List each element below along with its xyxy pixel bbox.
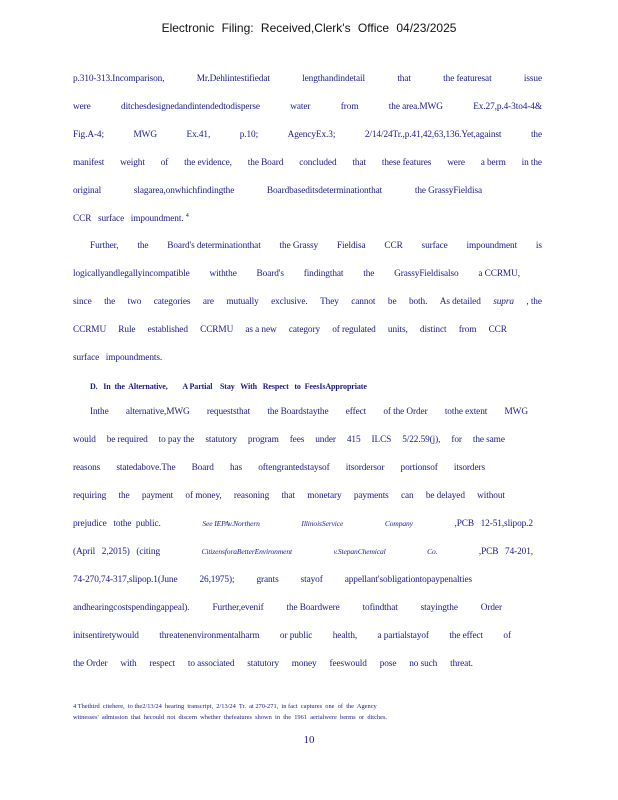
text-run: p.310-313.Incomparison, <box>73 74 165 84</box>
text-run: Rule <box>118 325 136 335</box>
text-run: or public <box>279 631 313 641</box>
text-run: mutually <box>226 297 259 307</box>
text-run: established <box>147 325 188 335</box>
text-run: concluded <box>299 158 337 168</box>
text-run: lengthandindetail <box>302 74 366 84</box>
body-line <box>73 130 542 140</box>
text-run: the featuresat <box>443 74 492 84</box>
text-run: slagarea,onwhichfindingthe <box>133 186 235 196</box>
text-run: in the <box>521 158 542 168</box>
text-run: were <box>447 158 465 168</box>
text-run: grants <box>256 575 279 585</box>
text-run: pose <box>379 659 397 669</box>
text-run: manifest <box>73 158 105 168</box>
text-run: of money, <box>185 491 222 501</box>
text-run: can <box>400 491 414 501</box>
text-run: the evidence, <box>184 158 232 168</box>
text-run: appellant'sobligationtopaypenalties <box>344 575 472 585</box>
text-run: Order <box>480 603 502 613</box>
text-run: statedabove.The <box>116 463 176 473</box>
text-run: from <box>340 102 359 112</box>
text-run: the Board <box>247 158 284 168</box>
text-run: threatenenvironmentalharm <box>159 631 260 641</box>
text-run: a CCRMU, <box>478 269 520 279</box>
body-line <box>73 158 542 168</box>
text-run: ,PCB 12-51,slipop.2 <box>454 519 533 529</box>
body-line <box>73 213 189 224</box>
text-run: supra <box>493 297 514 307</box>
text-run: Fieldisa <box>336 241 366 251</box>
text-run: no such <box>409 659 438 669</box>
body-line <box>73 435 505 445</box>
text-run: They <box>320 297 339 307</box>
filing-header: Electronic Filing: Received,Clerk's Office 04/23/2025 <box>161 21 457 35</box>
text-run: stayingthe <box>420 603 458 613</box>
text-run: a berm <box>480 158 506 168</box>
text-run: tothe extent <box>444 407 488 417</box>
body-line <box>73 575 472 585</box>
text-run: of the Order <box>383 407 428 417</box>
body-line <box>73 659 473 669</box>
footnote-line: witnesses' admission that hecould not discern whether thefeatures shown in the 1961 aerialwere berms or ditches. <box>73 714 388 721</box>
text-run: prejudice tothe public. <box>73 519 161 529</box>
text-run: (April 2,2015) (citing <box>73 547 160 557</box>
body-line <box>73 519 533 529</box>
text-run: Mr.Dehlintestifiedat <box>196 74 270 84</box>
text-run: tofindthat <box>362 603 398 613</box>
body-line <box>90 407 528 417</box>
text-run: be <box>387 297 397 307</box>
body-line: surface impoundments. <box>73 353 163 363</box>
body-line <box>73 547 533 557</box>
text-run: surface <box>421 241 448 251</box>
body-line <box>73 74 542 84</box>
text-run: requiring <box>73 491 107 501</box>
text-run: units, <box>387 325 408 335</box>
text-run: ILCS <box>371 435 392 445</box>
text-run: that <box>397 74 411 84</box>
text-run: findingthat <box>303 269 344 279</box>
text-run: categories <box>153 297 191 307</box>
text-run: CitizensforaBetterEnvironment <box>201 547 292 556</box>
text-run: be delayed <box>425 491 465 501</box>
text-run: these features <box>381 158 432 168</box>
text-run: initsentiretywould <box>73 631 139 641</box>
section-heading: D. In the Alternative, A Partial Stay With Respect to FeesIsAppropriate <box>90 382 367 391</box>
text-run: the area.MWG <box>388 102 443 112</box>
text-run: under <box>315 435 336 445</box>
text-run: with <box>120 659 137 669</box>
text-run: Board's determinationthat <box>167 241 261 251</box>
text-run: the same <box>472 435 505 445</box>
text-run: portionsof <box>400 463 438 473</box>
text-run: as a new <box>245 325 277 335</box>
text-run: of <box>160 158 169 168</box>
text-run: a partialstayof <box>377 631 429 641</box>
text-run: that <box>352 158 366 168</box>
text-run: 5/22.59(j), <box>402 435 441 445</box>
text-run: money <box>291 659 317 669</box>
text-run: logicallyandlegallyincompatible <box>73 269 190 279</box>
text-run: are <box>202 297 214 307</box>
body-line <box>73 631 511 641</box>
text-run: the Boardstaythe <box>267 407 329 417</box>
text-run: requeststhat <box>206 407 251 417</box>
text-run: feeswould <box>329 659 367 669</box>
body-line <box>73 102 542 112</box>
body-line <box>73 603 502 613</box>
text-run: monetary <box>307 491 342 501</box>
text-run: statutory <box>247 659 279 669</box>
text-run: the effect <box>449 631 483 641</box>
text-run: Further,evenif <box>212 603 264 613</box>
text-run: MWG <box>504 407 528 417</box>
text-run: statutory <box>205 435 237 445</box>
text-run: CCR <box>384 241 403 251</box>
text-run: the <box>118 491 130 501</box>
text-run: Ex.41, <box>186 130 211 140</box>
text-run: the <box>137 241 149 251</box>
text-run: AgencyEx.3; <box>287 130 336 140</box>
text-run: MWG <box>133 130 157 140</box>
text-run: Boardbaseditsdeterminationthat <box>266 186 383 196</box>
page-number: 10 <box>303 734 315 746</box>
text-run: the Order <box>73 659 108 669</box>
text-run: the GrassyFieldisa <box>414 186 482 196</box>
text-run: cannot <box>351 297 376 307</box>
text-run: be required <box>106 435 148 445</box>
text-run: were <box>73 102 91 112</box>
text-run: 74-270,74-317,slipop.1(June <box>73 575 178 585</box>
text-run: to associated <box>187 659 235 669</box>
text-run: reasoning <box>233 491 270 501</box>
text-run: reasons <box>73 463 101 473</box>
text-run: both. <box>408 297 428 307</box>
text-run: 26,1975); <box>199 575 235 585</box>
text-run: Board's <box>256 269 284 279</box>
text-run: andhearingcostspendingappeal). <box>73 603 190 613</box>
text-run: , the <box>526 297 542 307</box>
text-run: Co. <box>427 547 438 556</box>
text-run: Board <box>191 463 214 473</box>
text-run: Ex.27,p.4-3to4-4& <box>473 102 542 112</box>
body-line <box>73 491 505 501</box>
body-line <box>73 463 485 473</box>
text-run: exclusive. <box>271 297 308 307</box>
text-run: from <box>458 325 477 335</box>
text-run: GrassyFieldisalso <box>394 269 459 279</box>
text-run: without <box>477 491 505 501</box>
text-run: the <box>530 130 542 140</box>
text-run: withthe <box>209 269 237 279</box>
footnote-ref: 4 <box>185 213 189 219</box>
text-run: effect <box>345 407 367 417</box>
text-run: IllinoisService <box>301 519 344 528</box>
text-run: Inthe <box>90 407 109 417</box>
text-run: health, <box>332 631 358 641</box>
text-run: payments <box>353 491 389 501</box>
text-run: two <box>127 297 142 307</box>
text-run: to pay the <box>158 435 195 445</box>
text-run: would <box>73 435 96 445</box>
text-run: original <box>73 186 102 196</box>
text-run: CCRMU <box>73 325 107 335</box>
text-run: that <box>281 491 295 501</box>
text-run: See IEPAv.Northern <box>202 519 260 528</box>
body-line <box>73 186 482 196</box>
text-run: Company <box>384 519 413 528</box>
text-run: category <box>288 325 321 335</box>
text-run: has <box>229 463 243 473</box>
text-run: payment <box>141 491 174 501</box>
text-run: 415 <box>346 435 361 445</box>
body-line <box>90 241 542 251</box>
footnote-line: 4 Thethird citehere, to the2/13/24 hearing transcript, 2/13/24 Tr. at 270-271, in fact captures one of the Agency <box>73 703 377 710</box>
body-line <box>73 269 520 279</box>
text-run: alternative,MWG <box>125 407 190 417</box>
text-run: Further, <box>90 241 119 251</box>
text-run: CCRMU <box>200 325 234 335</box>
text-run: Fig.A-4; <box>73 130 104 140</box>
text-run: itsordersor <box>345 463 385 473</box>
text-run: since <box>73 297 92 307</box>
text-run: for <box>451 435 462 445</box>
text-run: the Grassy <box>279 241 319 251</box>
body-line <box>73 325 507 335</box>
text-run: the <box>104 297 116 307</box>
text-run: program <box>247 435 279 445</box>
text-run: is <box>535 241 542 251</box>
text-run: As detailed <box>439 297 481 307</box>
text-run: itsorders <box>453 463 485 473</box>
text-run: issue <box>523 74 542 84</box>
text-run: p.10; <box>239 130 259 140</box>
text-run: 2/14/24Tr.,p.41,42,63,136.Yet,against <box>364 130 502 140</box>
text-run: of <box>503 631 511 641</box>
text-run: threat. <box>450 659 473 669</box>
text-run: stayof <box>300 575 323 585</box>
text-run: CCR surface impoundment. <box>73 214 184 225</box>
text-run: respect <box>149 659 176 669</box>
text-run: oftengrantedstaysof <box>258 463 330 473</box>
text-run: ,PCB 74-201, <box>478 547 533 557</box>
text-run: water <box>290 102 311 112</box>
body-line <box>73 297 542 307</box>
text-run: weight <box>120 158 145 168</box>
text-run: CCR <box>488 325 507 335</box>
text-run: the Boardwere <box>286 603 340 613</box>
text-run: distinct <box>419 325 447 335</box>
text-run: fees <box>289 435 305 445</box>
text-run: of regulated <box>332 325 376 335</box>
text-run: the <box>363 269 375 279</box>
text-run: ditchesdesignedandintendedtodisperse <box>121 102 260 112</box>
text-run: v.StepanChemical <box>333 547 386 556</box>
text-run: impoundment <box>466 241 518 251</box>
